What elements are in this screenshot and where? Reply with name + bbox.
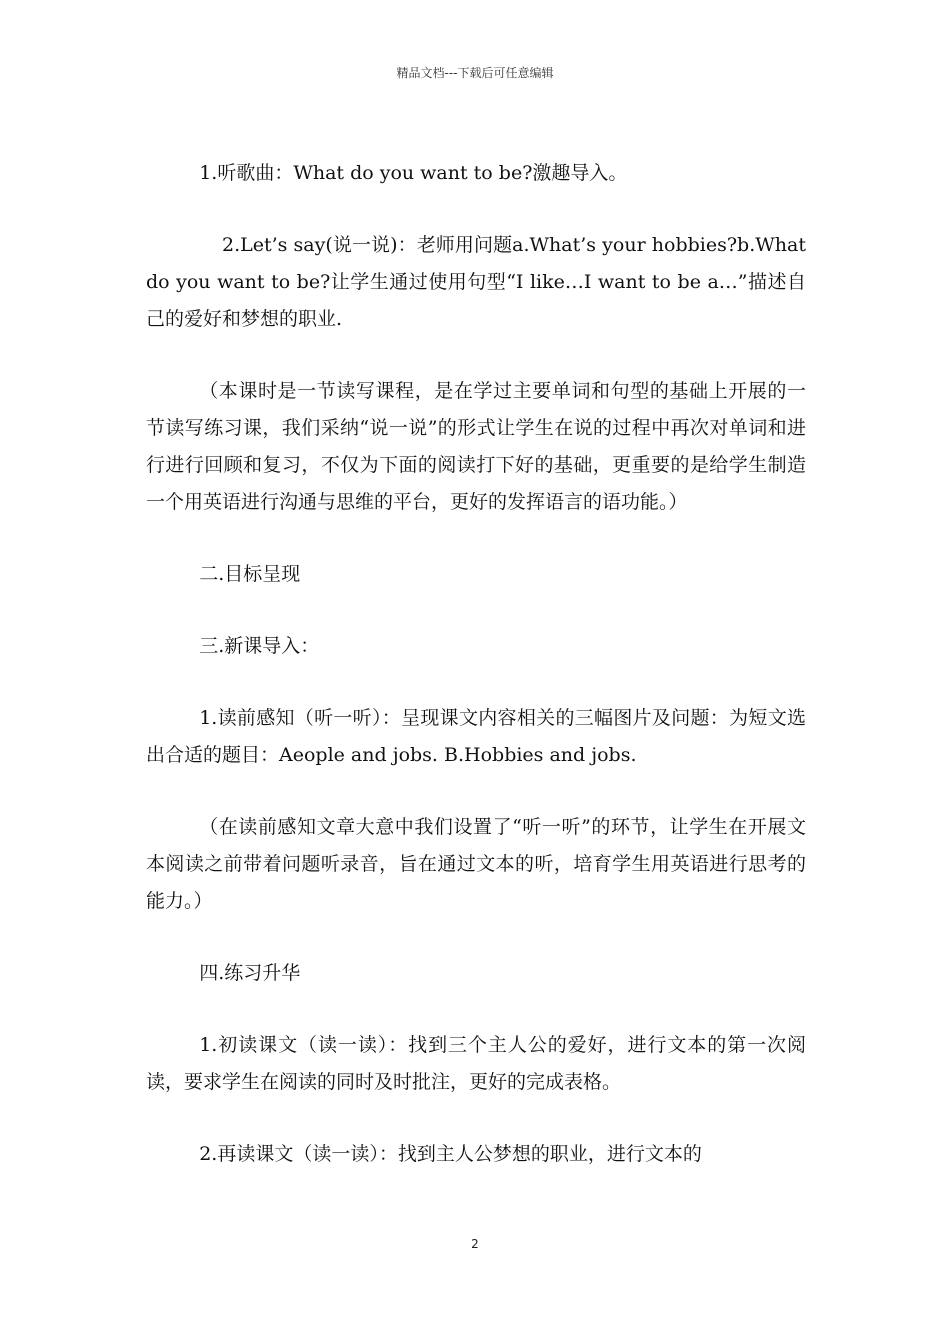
paragraph-pre-reading-note: （在读前感知文章大意中我们设置了“听一听”的环节，让学生在开展文本阅读之前带着问题听录音，旨在通过文本的听，培育学生用英语进行思考的能力。） (146, 816, 806, 912)
page-number: 2 (471, 1237, 479, 1251)
paragraph-first-reading: 1.初读课文（读一读）：找到三个主人公的爱好，进行文本的第一次阅读，要求学生在阅读的同时及时批注，更好的完成表格。 (146, 1034, 806, 1093)
page-header: 精品文档---下载后可任意编辑 (396, 66, 554, 80)
document-body (146, 155, 806, 1208)
section-heading-practice: 四.练习升华 (199, 962, 301, 984)
paragraph-pre-reading: 1.读前感知（听一听）：呈现课文内容相关的三幅图片及问题：为短文选出合适的题目：Aeople and jobs. B.Hobbies and jobs. (146, 707, 806, 766)
paragraph-lets-say: 2.Let’s say(说一说)：老师用问题a.What’s your hobbies?b.What do you want to be?让学生通过使用句型“I like…I want to be a…”描述自己的爱好和梦想的职业. (146, 234, 806, 330)
paragraph-listen-song: 1.听歌曲：What do you want to be?激趣导入。 (199, 162, 628, 184)
paragraph-lesson-note: （本课时是一节读写课程，是在学过主要单词和句型的基础上开展的一节读写练习课，我们采纳“说一说”的形式让学生在说的过程中再次对单词和进行进行回顾和复习，不仅为下面的阅读打下好的基础，更重要的是给学生制造一个用英语进行沟通与思维的平台，更好的发挥语言的语功能。） (146, 380, 806, 513)
section-heading-new-lesson: 三.新课导入： (199, 635, 320, 657)
paragraph-second-reading: 2.再读课文（读一读）：找到主人公梦想的职业，进行文本的 (199, 1143, 702, 1165)
section-heading-goals: 二.目标呈现 (199, 563, 301, 585)
